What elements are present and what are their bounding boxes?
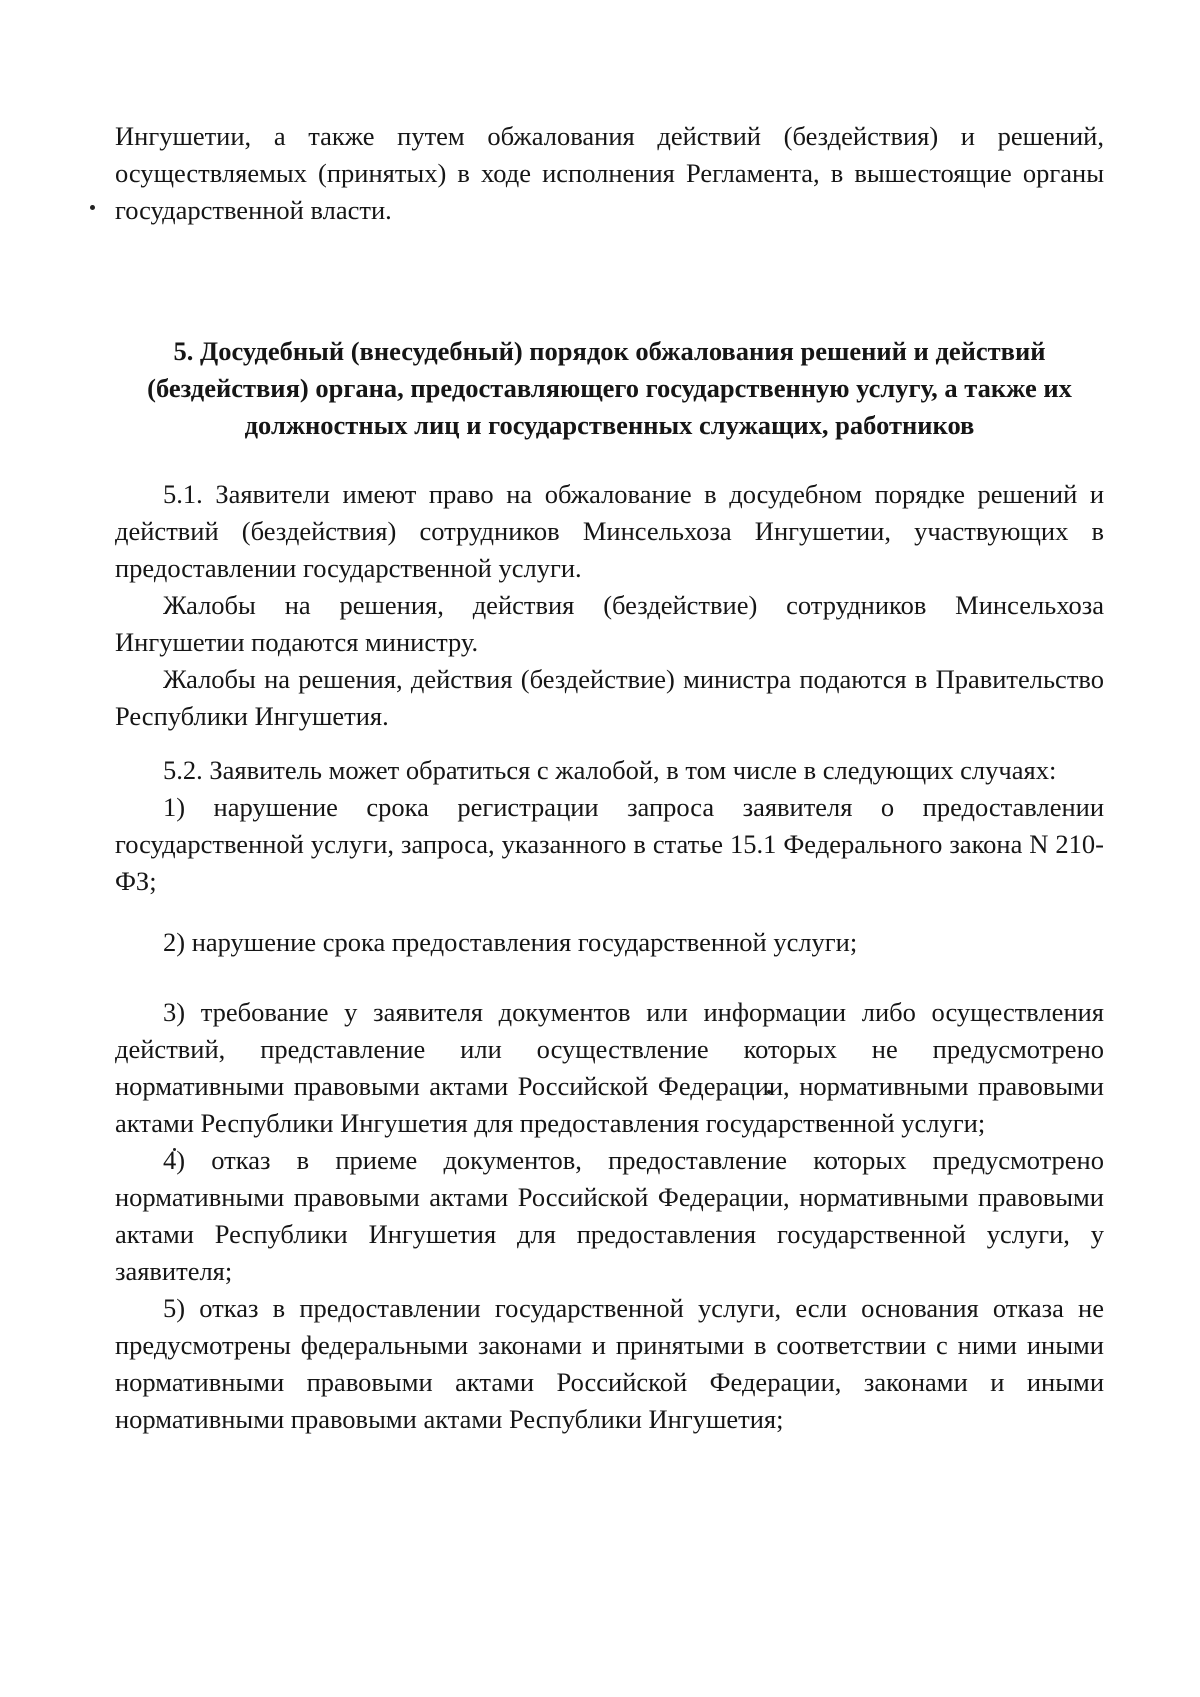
paragraph-5-2: 5.2. Заявитель может обратиться с жалобой, в том числе в следующих случаях:: [163, 755, 1057, 785]
intro-block: [115, 118, 1104, 229]
list-item-2: 2) нарушение срока предоставления государственной услуги;: [163, 927, 858, 957]
paragraph-complaint-minister: Жалобы на решения, действия (бездействие) министра подаются в Правительство Республики Ингушетия.: [115, 664, 1104, 731]
paragraph-5-1: 5.1. Заявители имеют право на обжалование в досудебном порядке решений и действий (бездействия) сотрудников Минсельхоза Ингушетии, участвующих в предоставлении государственной услуги.: [115, 479, 1104, 583]
section-heading: 5. Досудебный (внесудебный) порядок обжалования решений и действий (бездействия) органа, предоставляющего государственную услугу, а также их должностных лиц и государственных служащих, работников: [147, 336, 1072, 440]
section-5-1-block: [115, 476, 1104, 735]
intro-paragraph: Ингушетии, а также путем обжалования действий (бездействия) и решений, осуществляемых (принятых) в ходе исполнения Регламента, в вышестоящие органы государственной власти.: [115, 121, 1104, 225]
scan-speck: [90, 205, 95, 210]
list-item-2-block: [115, 924, 1104, 961]
list-item-1: 1) нарушение срока регистрации запроса заявителя о предоставлении государственной услуги, запроса, указанного в статье 15.1 Федерального закона N 210-ФЗ;: [115, 792, 1104, 896]
section-5-2-block: [115, 752, 1104, 900]
list-item-4: 4) отказ в приеме документов, предоставление которых предусмотрено нормативными правовыми актами Российской Федерации, нормативными правовыми актами Республики Ингушетия для предоставления государственной услуги, у заявителя;: [115, 1145, 1104, 1286]
paragraph-complaint-staff: Жалобы на решения, действия (бездействие) сотрудников Минсельхоза Ингушетии подаются министру.: [115, 590, 1104, 657]
list-item-3: 3) требование у заявителя документов или информации либо осуществления действий, представление или осуществление которых не предусмотрено нормативными правовыми актами Российской Федерации, нормативными правовыми актами Республики Ингушетия для предоставления государственной услуги;: [115, 997, 1104, 1138]
list-items-3-5-block: [115, 994, 1104, 1438]
list-item-5: 5) отказ в предоставлении государственной услуги, если основания отказа не предусмотрены федеральными законами и принятыми в соответствии с ними иными нормативными правовыми актами Российской Федерации, законами и иными нормативными правовыми актами Республики Ингушетия;: [115, 1293, 1104, 1434]
